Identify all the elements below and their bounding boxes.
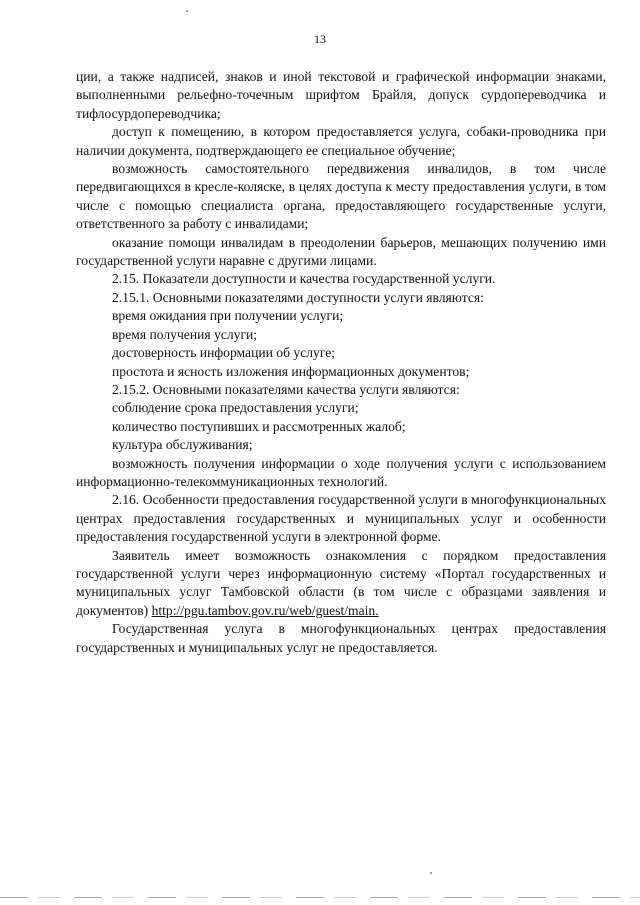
scan-artifact-dot <box>186 10 188 12</box>
scan-artifact-dot <box>430 872 432 874</box>
paragraph-mobility: возможность самостоятельного передвижения инвалидов, в том числе передвигающихся в кресле-коляске, в целях доступа к месту предоставления услуги, в том числе с помощью специалиста органа, предоставляющего государственные услуги, ответственного за работу с инвалидами; <box>76 161 606 232</box>
list-item: культура обслуживания; <box>112 437 253 453</box>
list-item: соблюдение срока предоставления услуги; <box>112 400 359 416</box>
scan-edge-line <box>0 897 640 898</box>
list-item: количество поступивших и рассмотренных жалоб; <box>112 418 406 434</box>
document-body <box>76 68 606 657</box>
list-item: время ожидания при получении услуги; <box>112 308 344 324</box>
page-number: 13 <box>314 32 326 46</box>
subsection-heading-2-15-2: 2.15.2. Основными показателями качества услуги являются: <box>112 381 460 397</box>
list-item: простота и ясность изложения информационных документов; <box>112 363 470 379</box>
paragraph-portal-text: Заявитель имеет возможность ознакомления с порядком предоставления государственной услуги через информационную систему «Портал государственных и муниципальных услуг Тамбовской области (в том числе с образцами заявления и документов) <box>76 547 606 618</box>
paragraph-portal <box>76 547 606 621</box>
paragraph-mfc: Государственная услуга в многофункциональных центрах предоставления государственных и муниципальных услуг не предоставляется. <box>76 621 606 655</box>
list-item: возможность получения информации о ходе получения услуги с использованием информационно-телекоммуникационных технологий. <box>76 455 606 489</box>
subsection-heading-2-15-1: 2.15.1. Основными показателями доступности услуги являются: <box>112 289 484 305</box>
list-item: время получения услуги; <box>112 326 258 342</box>
portal-link[interactable]: http://pgu.tambov.gov.ru/web/guest/main. <box>151 602 379 618</box>
list-item: достоверность информации об услуге; <box>112 345 336 361</box>
paragraph-guide-dog: доступ к помещению, в котором предоставляется услуга, собаки-проводника при наличии документа, подтверждающего ее специальное обучение; <box>76 124 606 158</box>
paragraph-braille: ции, а также надписей, знаков и иной текстовой и графической информации знаками, выполненными рельефно-точечным шрифтом Брайля, допуск сурдопереводчика и тифлосурдопереводчика; <box>76 69 606 121</box>
section-heading-2-16: 2.16. Особенности предоставления государственной услуги в многофункциональных центрах предоставления государственных и муниципальных услуг и особенности предоставления государственной услуги в электронной форме. <box>76 492 606 545</box>
section-heading-2-15: 2.15. Показатели доступности и качества государственной услуги. <box>112 271 496 287</box>
paragraph-assistance: оказание помощи инвалидам в преодолении барьеров, мешающих получению ими государственной услуги наравне с другими лицами. <box>76 234 606 269</box>
